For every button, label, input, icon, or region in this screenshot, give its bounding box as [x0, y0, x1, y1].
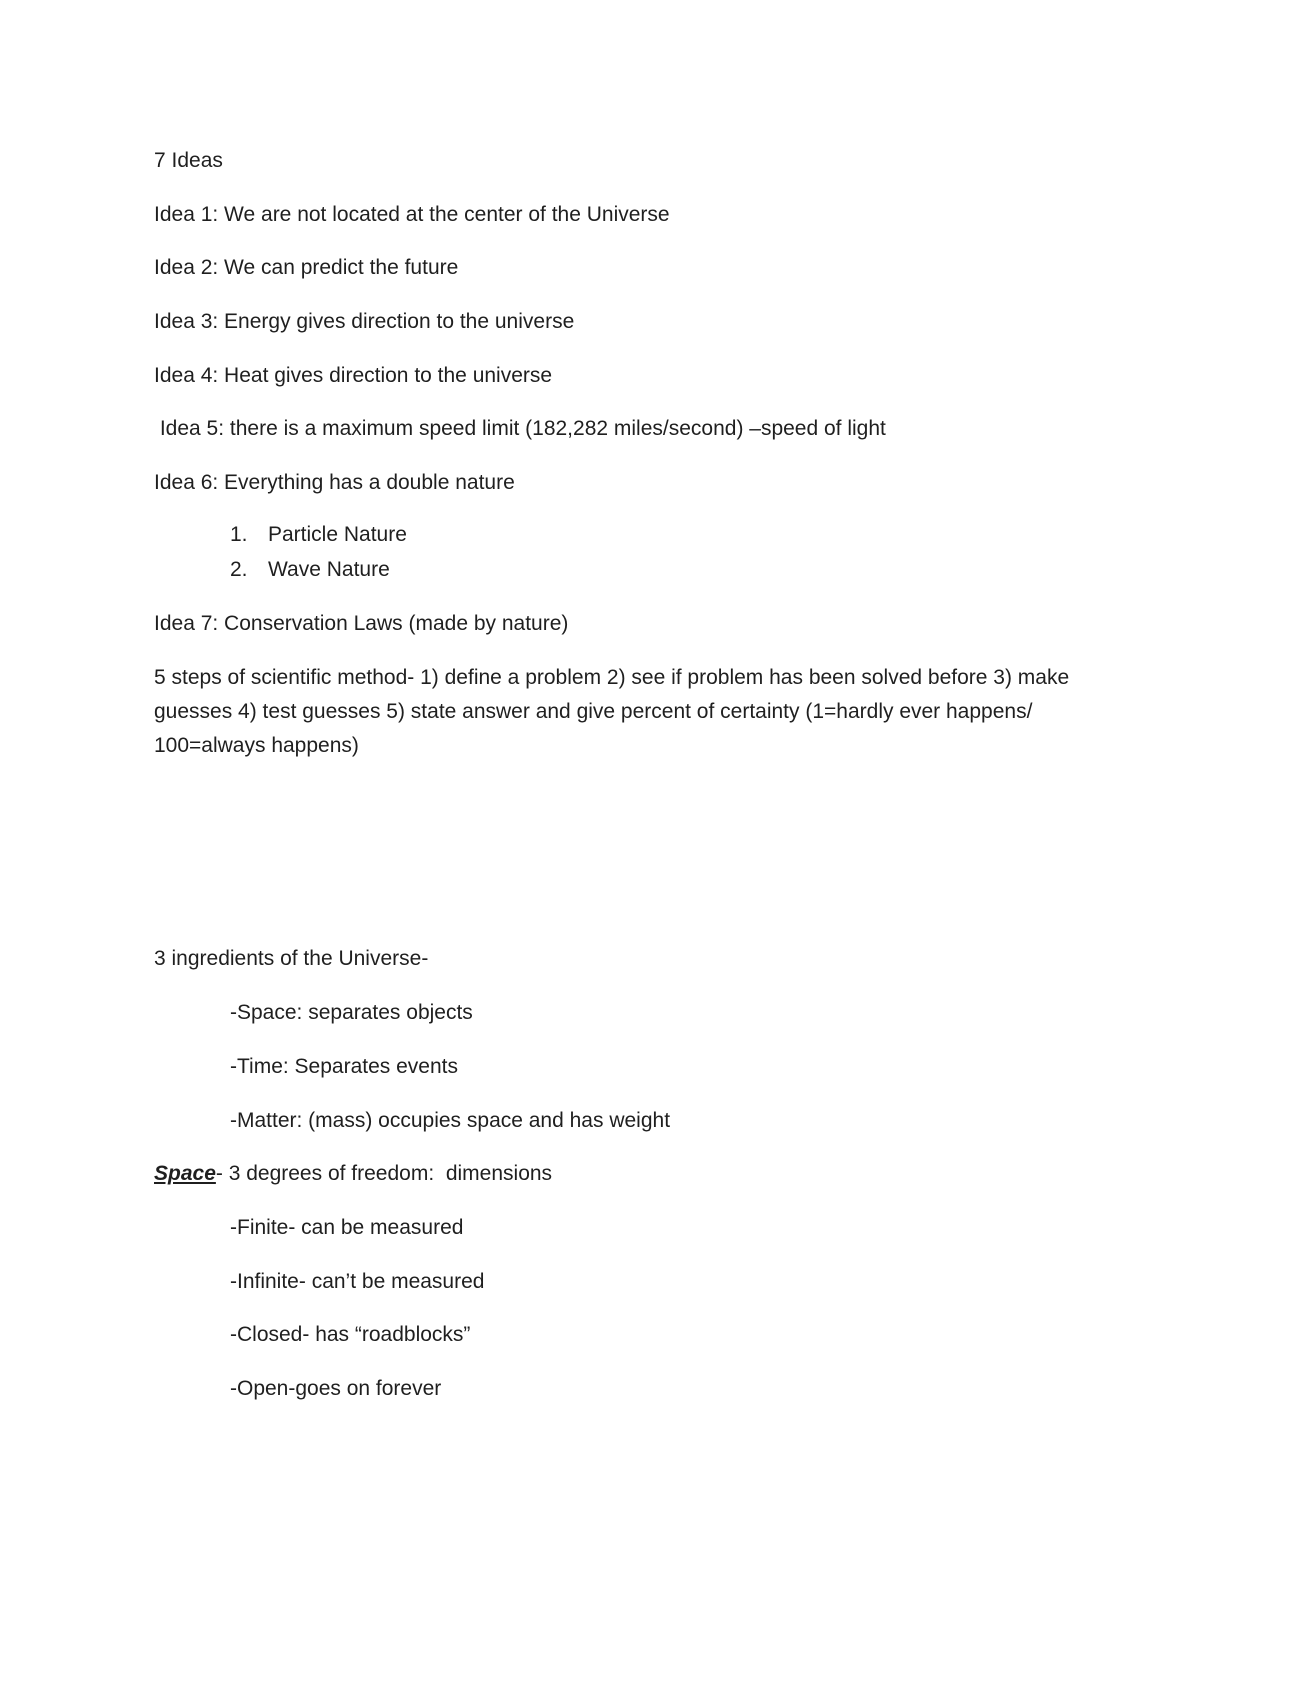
list-text: Wave Nature — [268, 558, 390, 581]
heading-7-ideas: 7 Ideas — [154, 149, 223, 172]
space-type-closed: -Closed- has “roadblocks” — [230, 1323, 471, 1346]
space-section-line — [154, 1161, 552, 1187]
list-item — [230, 522, 407, 548]
idea-5: Idea 5: there is a maximum speed limit (182,282 miles/second) –speed of light — [154, 417, 886, 440]
idea-3: Idea 3: Energy gives direction to the universe — [154, 310, 575, 333]
idea-1: Idea 1: We are not located at the center of the Universe — [154, 203, 670, 226]
space-description: - 3 degrees of freedom: dimensions — [215, 1162, 553, 1185]
ingredient-space: -Space: separates objects — [230, 1001, 473, 1024]
space-type-infinite: -Infinite- can’t be measured — [230, 1270, 485, 1293]
space-term: Space — [154, 1162, 216, 1185]
idea-2: Idea 2: We can predict the future — [154, 256, 459, 279]
ingredients-heading: 3 ingredients of the Universe- — [154, 947, 429, 970]
ingredient-time: -Time: Separates events — [230, 1055, 458, 1078]
scientific-method-paragraph: 5 steps of scientific method- 1) define a problem 2) see if problem has been solved before 3) make guesses 4) test guesses 5) state answer and give percent of certainty (1=hardly ever happens/ 100=always happens) — [154, 666, 1070, 757]
space-type-open: -Open-goes on forever — [230, 1377, 442, 1400]
ingredient-matter: -Matter: (mass) occupies space and has weight — [230, 1109, 671, 1132]
idea-7: Idea 7: Conservation Laws (made by nature) — [154, 612, 569, 635]
space-type-finite: -Finite- can be measured — [230, 1216, 464, 1239]
list-item — [230, 557, 390, 583]
list-text: Particle Nature — [268, 523, 407, 546]
idea-4: Idea 4: Heat gives direction to the universe — [154, 364, 553, 387]
list-number: 1. — [230, 523, 248, 546]
list-number: 2. — [230, 558, 248, 581]
idea-6: Idea 6: Everything has a double nature — [154, 471, 515, 494]
